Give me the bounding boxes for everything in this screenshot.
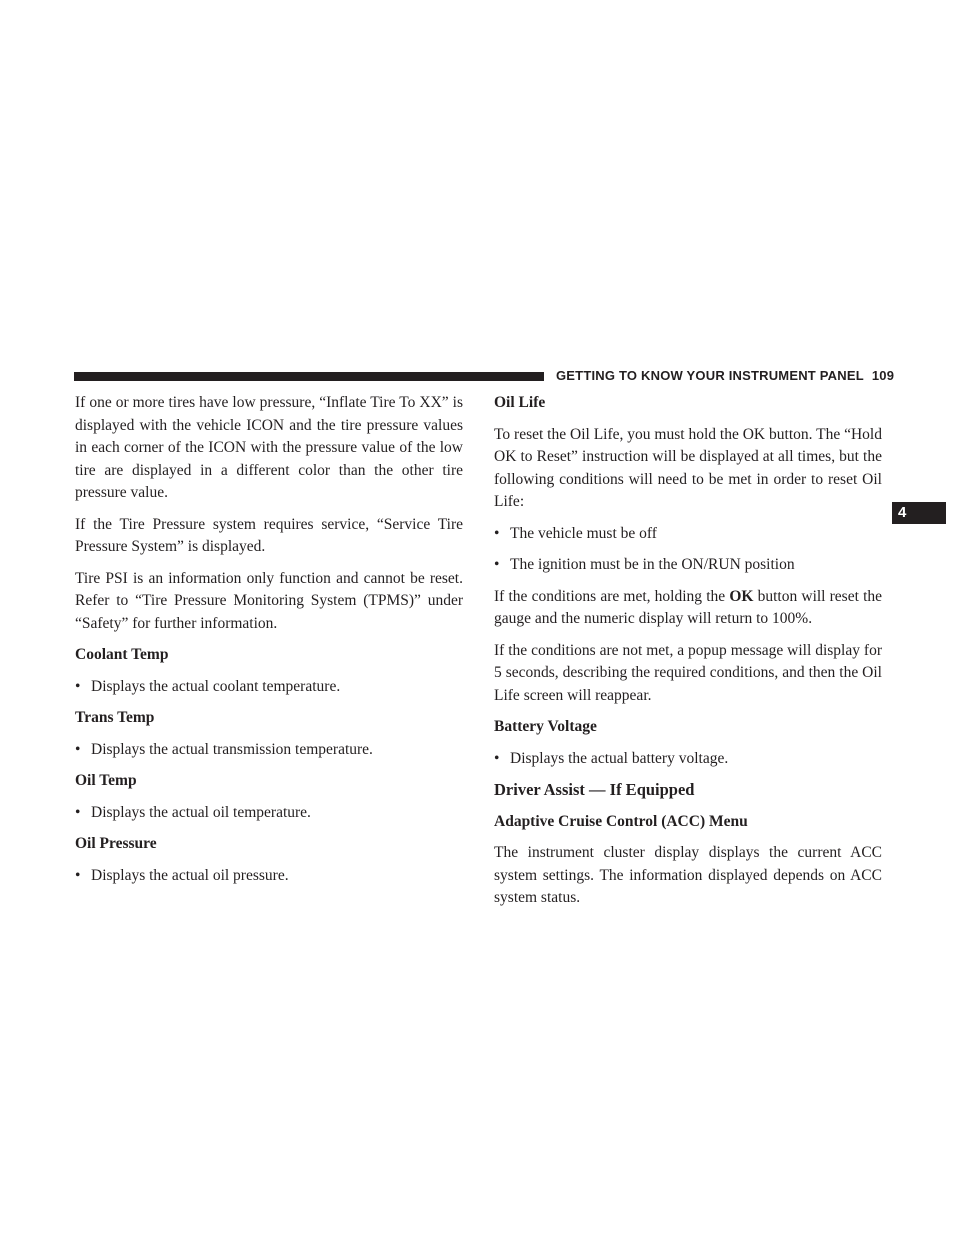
heading-trans-temp: Trans Temp [75,709,155,726]
page-number: 109 [871,368,895,383]
paragraph: The instrument cluster display displays the current ACC system settings. The information displayed depends on ACC system status. [494,844,882,906]
chapter-tab: 4 [892,502,946,524]
bullet-item: • The vehicle must be off [494,523,882,546]
heading-oil-life: Oil Life [494,394,546,411]
bullet-icon: • [494,749,500,767]
paragraph: Tire PSI is an information only function and cannot be reset. Refer to “Tire Pressure Monitoring System (TPMS)” under “Safety” for further information. [75,569,463,632]
bullet-icon: • [75,803,81,821]
heading-battery-voltage: Battery Voltage [494,718,597,735]
bullet-item: • Displays the actual oil temperature. [75,802,463,825]
heading-coolant-temp: Coolant Temp [75,646,169,663]
running-header [556,368,894,383]
header-rule [74,372,544,381]
bullet-icon: • [75,677,81,695]
right-column [494,392,882,919]
paragraph: If one or more tires have low pressure, “Inflate Tire To XX” is displayed with the vehicle ICON and the tire pressure values in each corner of the ICON with the pressure value of the low tire are displayed in a different color than the other tire pressure value. [75,394,463,501]
ok-button-label: OK [729,587,754,605]
heading-oil-pressure: Oil Pressure [75,835,157,852]
section-title: GETTING TO KNOW YOUR INSTRUMENT PANEL [556,368,864,383]
bullet-icon: • [494,524,500,542]
bullet-item: • Displays the actual oil pressure. [75,865,463,888]
heading-oil-temp: Oil Temp [75,772,137,789]
heading-acc-menu: Adaptive Cruise Control (ACC) Menu [494,812,748,830]
bullet-icon: • [75,866,81,884]
paragraph: If the conditions are not met, a popup message will display for 5 seconds, describing the required conditions, and then the Oil Life screen will reappear. [494,641,882,704]
paragraph: If the Tire Pressure system requires service, “Service Tire Pressure System” is displayed. [75,515,463,555]
bullet-item: • The ignition must be in the ON/RUN position [494,554,882,577]
bullet-icon: • [494,556,500,573]
bullet-item: • Displays the actual coolant temperature. [75,676,463,699]
paragraph: If the conditions are met, holding the OK button will reset the gauge and the numeric display will return to 100%. [494,587,883,627]
bullet-item: • Displays the actual battery voltage. [494,748,882,771]
left-column [75,392,463,896]
heading-driver-assist: Driver Assist — If Equipped [494,780,695,799]
bullet-item: • Displays the actual transmission temperature. [75,739,463,762]
paragraph: To reset the Oil Life, you must hold the OK button. The “Hold OK to Reset” instruction will be displayed at all times, but the following conditions will need to be met in order to reset Oil Life: [494,425,882,510]
bullet-icon: • [75,740,81,758]
